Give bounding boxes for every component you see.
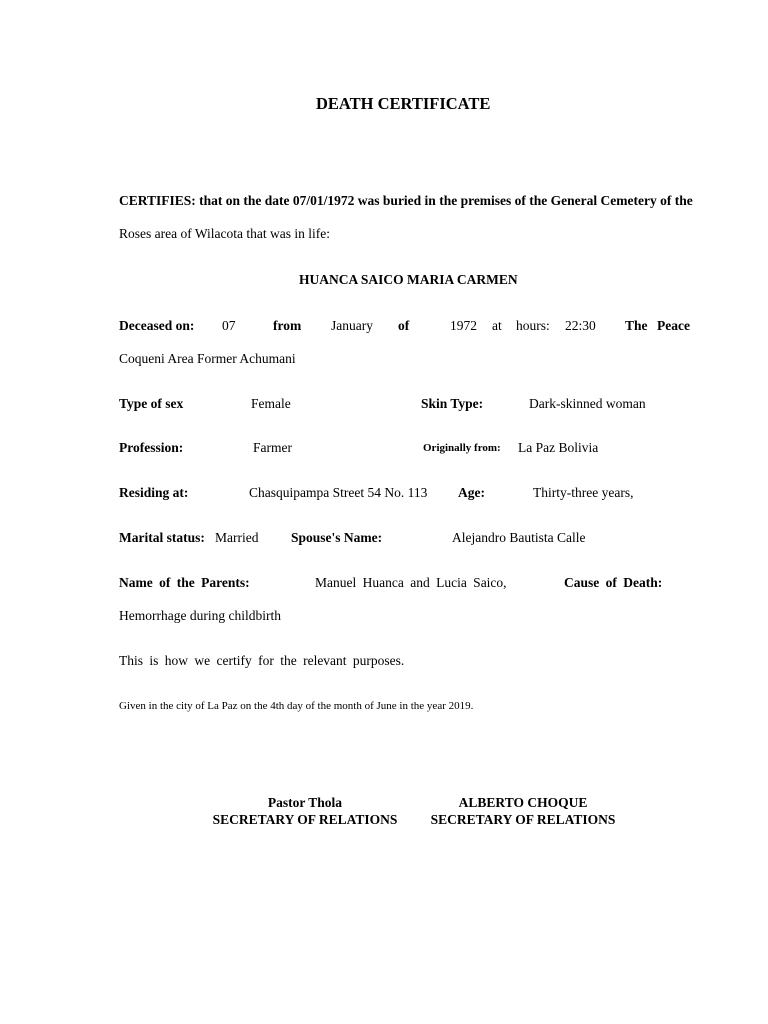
residing-value: Chasquipampa Street 54 No. 113: [249, 485, 428, 500]
deceased-day: 07: [222, 318, 236, 333]
certifies-line-1: [119, 193, 693, 209]
skin-value: Dark-skinned woman: [529, 396, 646, 411]
profession-value: Farmer: [253, 440, 292, 455]
deceased-of: of: [398, 318, 410, 333]
residing-label: Residing at:: [119, 485, 189, 500]
origin-value: La Paz Bolivia: [518, 440, 599, 455]
signature-name: Pastor Thola: [267, 795, 343, 810]
signature-block-2: [418, 794, 628, 828]
certify-text: This is how we certify for the relevant purposes.: [119, 653, 405, 668]
certifies-text: that on the date 07/01/1972 was buried in the premises of the General Cemetery of the: [199, 193, 693, 208]
parents-value: Manuel Huanca and Lucia Saico,: [315, 575, 507, 590]
sex-value: Female: [251, 396, 291, 411]
deceased-from: from: [273, 318, 302, 333]
parents-label: Name of the Parents:: [119, 575, 250, 590]
deceased-at: at: [492, 318, 502, 333]
deceased-peace: Peace: [657, 318, 690, 333]
age-label: Age:: [458, 485, 485, 500]
skin-label: Skin Type:: [421, 396, 484, 411]
spouse-value: Alejandro Bautista Calle: [452, 530, 586, 545]
signature-role: SECRETARY OF RELATIONS: [212, 812, 398, 827]
marital-value: Married: [215, 530, 259, 545]
document-title: DEATH CERTIFICATE: [316, 94, 491, 113]
deceased-the: The: [625, 318, 648, 333]
profession-label: Profession:: [119, 440, 184, 455]
deceased-hours-label: hours:: [516, 318, 550, 333]
signature-role: SECRETARY OF RELATIONS: [430, 812, 616, 827]
deceased-time: 22:30: [565, 318, 596, 333]
deceased-month: January: [331, 318, 373, 333]
deceased-label: Deceased on:: [119, 318, 195, 333]
origin-label: Originally from:: [423, 442, 501, 454]
deceased-year: 1972: [450, 318, 477, 333]
signature-block-1: [200, 794, 410, 828]
certifies-label: CERTIFIES:: [119, 193, 196, 208]
deceased-place: Coqueni Area Former Achumani: [119, 351, 296, 366]
given-text: Given in the city of La Paz on the 4th day of the month of June in the year 2019.: [119, 700, 474, 712]
cause-value: Hemorrhage during childbirth: [119, 608, 281, 623]
marital-label: Marital status:: [119, 530, 205, 545]
deceased-name: HUANCA SAICO MARIA CARMEN: [299, 272, 518, 287]
cause-label: Cause of Death:: [564, 575, 663, 590]
signature-name: ALBERTO CHOQUE: [458, 795, 588, 810]
age-value: Thirty-three years,: [533, 485, 634, 500]
sex-label: Type of sex: [119, 396, 184, 411]
spouse-label: Spouse's Name:: [291, 530, 383, 545]
certifies-line-2: Roses area of Wilacota that was in life:: [119, 226, 331, 241]
